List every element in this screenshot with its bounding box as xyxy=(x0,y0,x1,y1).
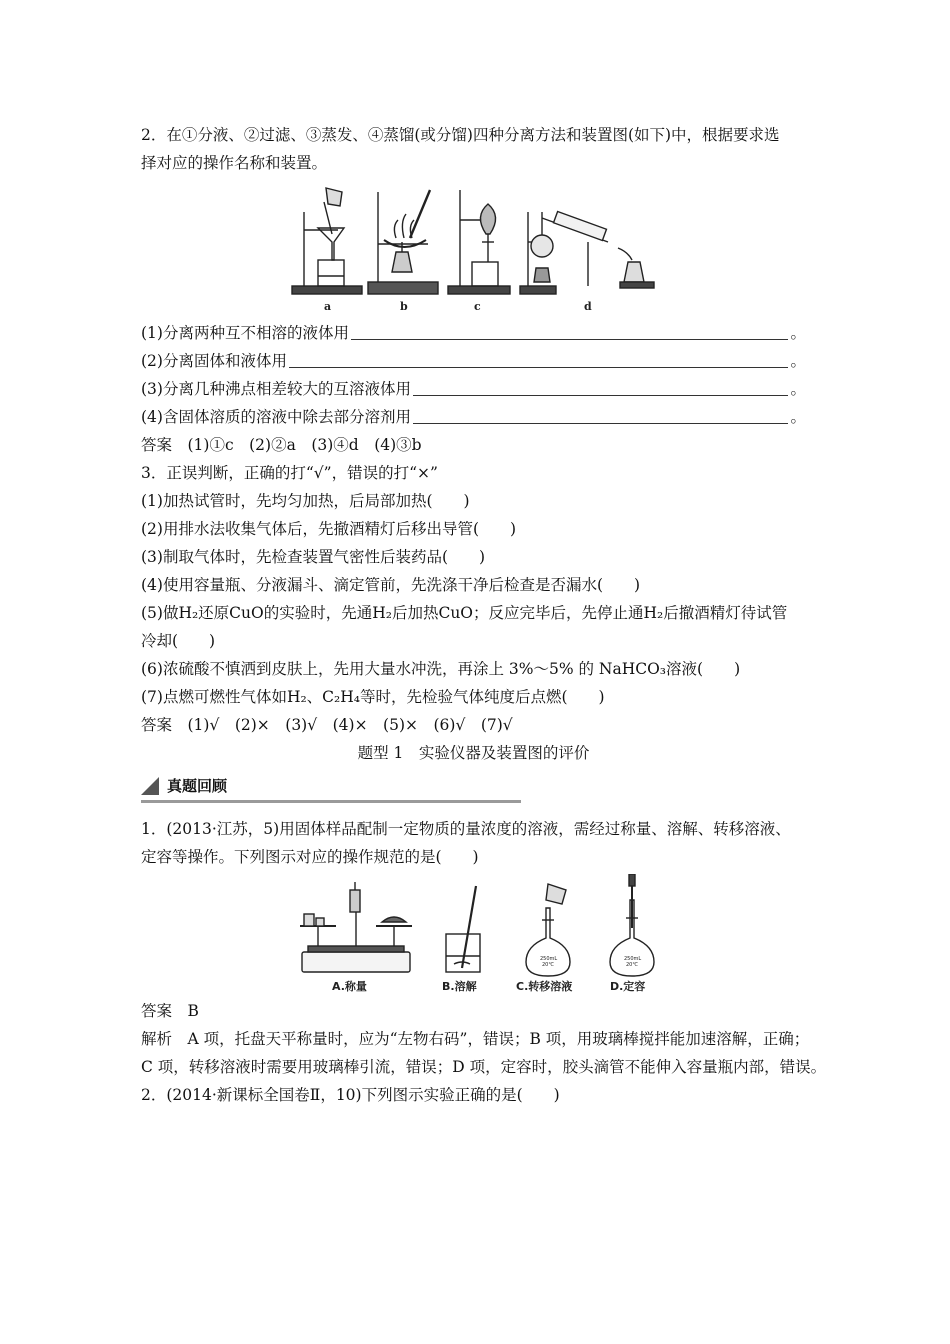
p1-line-1: 1．(2013·江苏，5)用固体样品配制一定物质的量浓度的溶液，需经过称量、溶解、转移溶液、 xyxy=(141,820,791,838)
q3-item: (2)用排水法收集气体后，先撤酒精灯后移出导管( ) xyxy=(141,520,517,538)
section-marker-icon xyxy=(141,777,159,795)
answer-blank-1[interactable] xyxy=(351,324,789,340)
p2-line-1: 2．(2014·新课标全国卷Ⅱ，10)下列图示实验正确的是( ) xyxy=(141,1086,560,1104)
q3-item: 冷却( ) xyxy=(141,632,216,650)
evaporation-apparatus xyxy=(368,190,438,294)
q3-item: (5)做H₂还原CuO的实验时，先通H₂后加热CuO；反应完毕后，先停止通H₂后撤酒精灯待试管 xyxy=(141,604,788,622)
q2-item-2: (2)分离固体和液体用 。 xyxy=(141,352,806,370)
q3-item: (3)制取气体时，先检查装置气密性后装药品( ) xyxy=(141,548,486,566)
q2-line-2: 择对应的操作名称和装置。 xyxy=(141,154,328,172)
balance-illustration xyxy=(300,882,412,972)
p1-answer: 答案 B xyxy=(141,1002,199,1020)
q3-title: 3．正误判断，正确的打“√”，错误的打“×” xyxy=(141,464,438,482)
fig-label-C: C.转移溶液 xyxy=(516,980,573,993)
p1-analysis-1: 解析 A 项，托盘天平称量时，应为“左物右码”，错误；B 项，用玻璃棒搅拌能加速溶解，正确； xyxy=(141,1030,810,1048)
flask-d-temp: 20℃ xyxy=(626,962,638,968)
solution-preparation-figure xyxy=(296,874,666,996)
beaker-illustration xyxy=(446,886,480,972)
section-header xyxy=(141,775,521,803)
q2-item-1: (1)分离两种互不相溶的液体用 。 xyxy=(141,324,806,342)
topic-title: 题型 1 实验仪器及装置图的评价 xyxy=(357,744,590,762)
fig-label-c: c xyxy=(474,300,481,313)
separation-apparatus-figure xyxy=(288,182,668,316)
fig-label-a: a xyxy=(324,300,332,313)
q2-item-4: (4)含固体溶质的溶液中除去部分溶剂用 。 xyxy=(141,408,806,426)
flask-c-temp: 20℃ xyxy=(542,962,554,968)
p1-line-2: 定容等操作。下列图示对应的操作规范的是( ) xyxy=(141,848,479,866)
q3-item: (6)浓硫酸不慎洒到皮肤上，先用大量水冲洗，再涂上 3%～5% 的 NaHCO₃溶液( ) xyxy=(141,660,741,678)
fig-label-b: b xyxy=(400,300,408,313)
fig-label-d: d xyxy=(584,300,592,313)
answer-blank-4[interactable] xyxy=(413,408,789,424)
section-title: 真题回顾 xyxy=(167,777,228,795)
flask-c-volume: 250mL xyxy=(540,956,558,962)
fig-label-A: A.称量 xyxy=(332,980,367,993)
flask-d-volume: 250mL xyxy=(624,956,642,962)
p1-analysis-2: C 项，转移溶液时需要用玻璃棒引流，错误；D 项，定容时，胶头滴管不能伸入容量瓶内部，错误。 xyxy=(141,1058,827,1076)
answer-blank-3[interactable] xyxy=(413,380,789,396)
filtration-apparatus xyxy=(292,188,362,294)
answer-blank-2[interactable] xyxy=(289,352,789,368)
q3-item: (4)使用容量瓶、分液漏斗、滴定管前，先洗涤干净后检查是否漏水( ) xyxy=(141,576,641,594)
q3-item: (7)点燃可燃性气体如H₂、C₂H₄等时，先检验气体纯度后点燃( ) xyxy=(141,688,605,706)
q2-line-1: 2．在①分液、②过滤、③蒸发、④蒸馏(或分馏)四种分离方法和装置图(如下)中，根据要求选 xyxy=(141,126,780,144)
q3-item: (1)加热试管时，先均匀加热，后局部加热( ) xyxy=(141,492,470,510)
q2-answer: 答案 (1)①c (2)②a (3)④d (4)③b xyxy=(141,436,422,454)
fig-label-B: B.溶解 xyxy=(442,980,477,993)
separatory-funnel-apparatus xyxy=(448,190,510,294)
distillation-apparatus xyxy=(520,211,654,294)
section-divider xyxy=(141,800,521,803)
q3-answer: 答案 (1)√ (2)× (3)√ (4)× (5)× (6)√ (7)√ xyxy=(141,716,513,734)
q2-item-3: (3)分离几种沸点相差较大的互溶液体用 。 xyxy=(141,380,806,398)
fig-label-D: D.定容 xyxy=(610,980,646,993)
